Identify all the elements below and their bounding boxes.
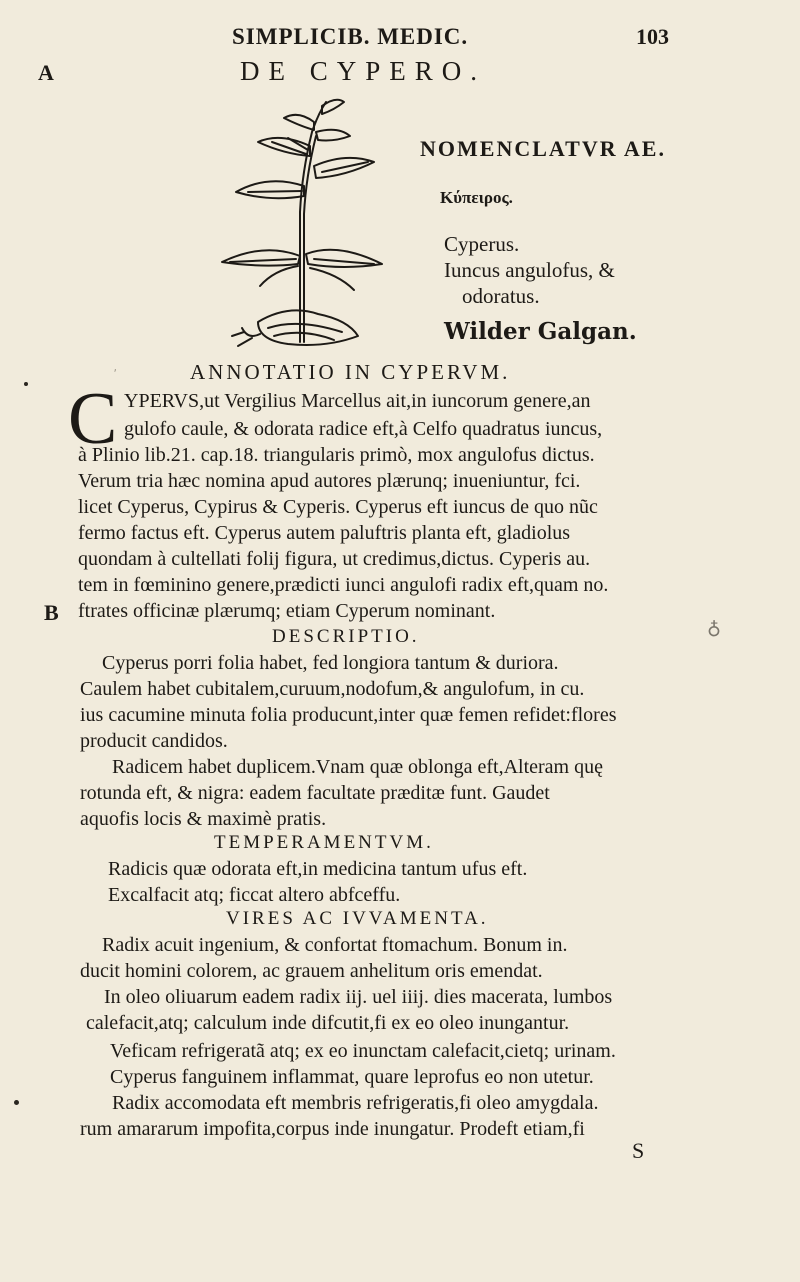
annotation-heading: ANNOTATIO IN CYPERVM. xyxy=(190,360,511,384)
descriptio-heading: DESCRIPTIO. xyxy=(272,626,420,647)
text-line: Cyperus porri folia habet, fed longiora tantum & duriora. xyxy=(102,652,559,674)
text-line: Cyperus fanguinem inflammat, quare leprofus eo non utetur. xyxy=(110,1066,594,1088)
text-line: Radicis quæ odorata eft,in medicina tantum ufus eft. xyxy=(108,858,528,880)
text-line: YPERVS,ut Vergilius Marcellus ait,in iuncorum genere,an xyxy=(124,390,591,412)
text-line: tem in fœminino genere,prædicti iunci angulofi radix eft,quam no. xyxy=(78,574,609,596)
text-line: ducit homini colorem, ac grauem anhelitum oris emendat. xyxy=(80,960,543,982)
text-line: Excalfacit atq; ficcat altero abfceffu. xyxy=(108,884,401,906)
latin-name-line: Cyperus. xyxy=(444,232,520,256)
margin-note-mark: ♁ xyxy=(707,618,721,639)
text-line: ius cacumine minuta folia producunt,inter quæ femen refidet:flores xyxy=(80,704,617,726)
text-line: Radix acuit ingenium, & confortat ftomachum. Bonum in. xyxy=(102,934,568,956)
text-line: quondam à cultellati folij figura, ut credimus,dictus. Cyperis au. xyxy=(78,548,591,570)
ink-speck: ʹ xyxy=(114,366,117,380)
text-line: Caulem habet cubitalem,curuum,nodofum,& angulofum, in cu. xyxy=(80,678,585,700)
latin-name-line: odoratus. xyxy=(462,284,540,308)
margin-marker-b: B xyxy=(44,600,59,625)
text-line: à Plinio lib.21. cap.18. triangularis primò, mox angulofus dictus. xyxy=(78,444,595,466)
text-line: Radicem habet duplicem.Vnam quæ oblonga eft,Alteram quę xyxy=(112,756,603,778)
text-line: rum amararum impofita,corpus inde inungatur. Prodeft etiam,fi xyxy=(80,1118,585,1140)
chapter-title: DE CYPERO. xyxy=(240,56,487,86)
text-line: Verum tria hæc nomina apud autores plærunq; inueniuntur, fci. xyxy=(78,470,581,492)
nomenclature-heading: NOMENCLATVR AE. xyxy=(420,136,666,161)
margin-dot xyxy=(14,1100,19,1105)
text-line: Radix accomodata eft membris refrigeratis,fi oleo amygdala. xyxy=(112,1092,599,1114)
page-number: 103 xyxy=(636,24,669,49)
temperamentum-heading: TEMPERAMENTVM. xyxy=(214,832,434,853)
text-line: fermo factus eft. Cyperus autem paluftris planta eft, gladiolus xyxy=(78,522,571,544)
text-line: producit candidos. xyxy=(80,730,228,752)
running-header-title: SIMPLICIB. MEDIC. xyxy=(232,24,469,49)
vires-heading: VIRES AC IVVAMENTA. xyxy=(226,908,489,929)
text-line: ftrates officinæ plærumq; etiam Cyperum nominant. xyxy=(78,600,496,622)
text-line: gulofo caule, & odorata radice eft,à Celfo quadratus iuncus, xyxy=(124,418,603,440)
cyperus-plant-woodcut xyxy=(218,92,418,354)
german-name: Wilder Galgan. xyxy=(444,318,637,345)
margin-dot xyxy=(24,382,28,386)
text-line: licet Cyperus, Cypirus & Cyperis. Cyperus eft iuncus de quo nũc xyxy=(78,496,598,518)
text-line: calefacit,atq; calculum inde difcutit,fi ex eo oleo inungantur. xyxy=(86,1012,570,1034)
drop-cap: C xyxy=(68,378,118,460)
signature-mark: S xyxy=(632,1138,645,1163)
text-line: aquofis locis & maximè pratis. xyxy=(80,808,327,830)
margin-marker-a: A xyxy=(38,60,54,85)
latin-name-line: Iuncus angulofus, & xyxy=(444,258,615,282)
text-line: Veficam refrigeratã atq; ex eo inunctam calefacit,cietq; urinam. xyxy=(110,1040,616,1062)
greek-name: Κύπειρος. xyxy=(440,188,513,207)
text-line: In oleo oliuarum eadem radix iij. uel iiij. dies macerata, lumbos xyxy=(104,986,613,1008)
text-line: rotunda eft, & nigra: eadem facultate præditæ funt. Gaudet xyxy=(80,782,550,804)
